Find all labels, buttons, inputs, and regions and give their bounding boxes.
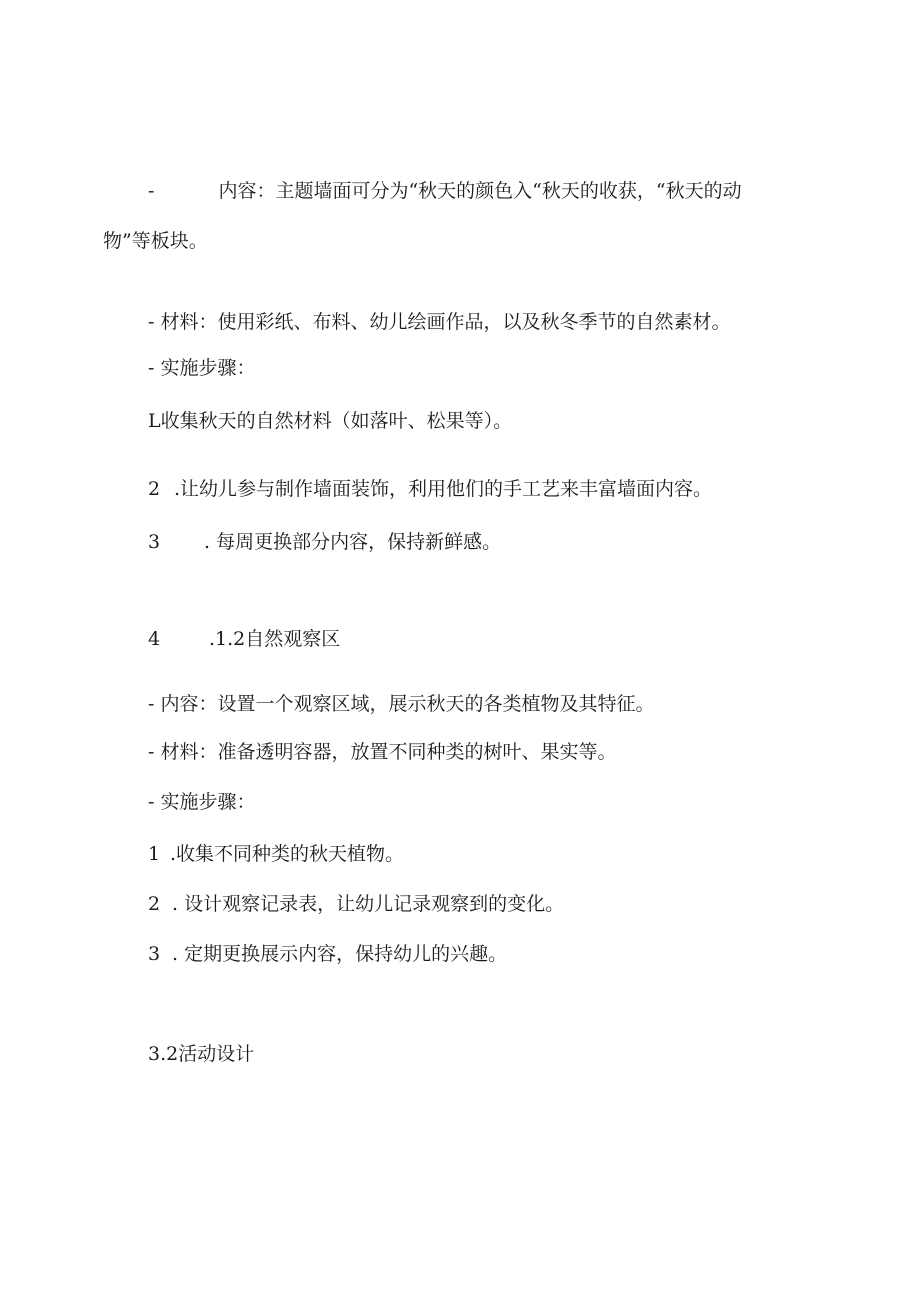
content-line-2: - 内容：设置一个观察区域，展示秋天的各类植物及其特征。 (148, 693, 655, 715)
materials-line-2: - 材料：准备透明容器，放置不同种类的树叶、果实等。 (148, 741, 617, 763)
step-2-1 (148, 843, 404, 866)
step-2-3-text: . 定期更换展示内容，保持幼儿的兴趣。 (172, 943, 508, 965)
step-1-1: L收集秋天的自然材料（如落叶、松果等）。 (148, 410, 513, 432)
intro-dash: - (148, 180, 155, 202)
materials-line-1: - 材料：使用彩纸、布料、幼儿绘画作品，以及秋冬季节的自然素材。 (148, 311, 731, 333)
step-2-3-number: 3 (148, 943, 161, 965)
step-2-2 (148, 893, 564, 916)
section-4-title: .1.2自然观察区 (209, 628, 341, 650)
section-4-number: 4 (148, 628, 161, 650)
section-4-1-2-heading (148, 628, 340, 651)
step-1-3-text: . 每周更换部分内容，保持新鲜感。 (204, 531, 502, 553)
step-1-3 (148, 531, 501, 554)
steps-heading-1: - 实施步骤： (148, 357, 256, 379)
step-2-1-number: 1 (148, 843, 161, 865)
step-1-3-number: 3 (148, 531, 161, 553)
intro-paragraph-line-1 (148, 180, 742, 203)
step-1-2-text: .让幼儿参与制作墙面装饰，利用他们的手工艺来丰富墙面内容。 (174, 478, 713, 500)
step-2-2-number: 2 (148, 893, 161, 915)
intro-paragraph-line-2: 物”等板块。 (103, 230, 208, 252)
step-1-2-number: 2 (148, 478, 161, 500)
intro-content-text: 内容：主题墙面可分为“秋天的颜色入“秋天的收获，“秋天的动 (218, 180, 742, 202)
step-2-2-text: . 设计观察记录表，让幼儿记录观察到的变化。 (172, 893, 565, 915)
step-1-2 (148, 478, 712, 501)
steps-heading-2: - 实施步骤： (148, 791, 256, 813)
step-2-1-text: .收集不同种类的秋天植物。 (170, 843, 405, 865)
section-3-2-heading: 3.2活动设计 (148, 1043, 255, 1065)
step-2-3 (148, 943, 507, 966)
